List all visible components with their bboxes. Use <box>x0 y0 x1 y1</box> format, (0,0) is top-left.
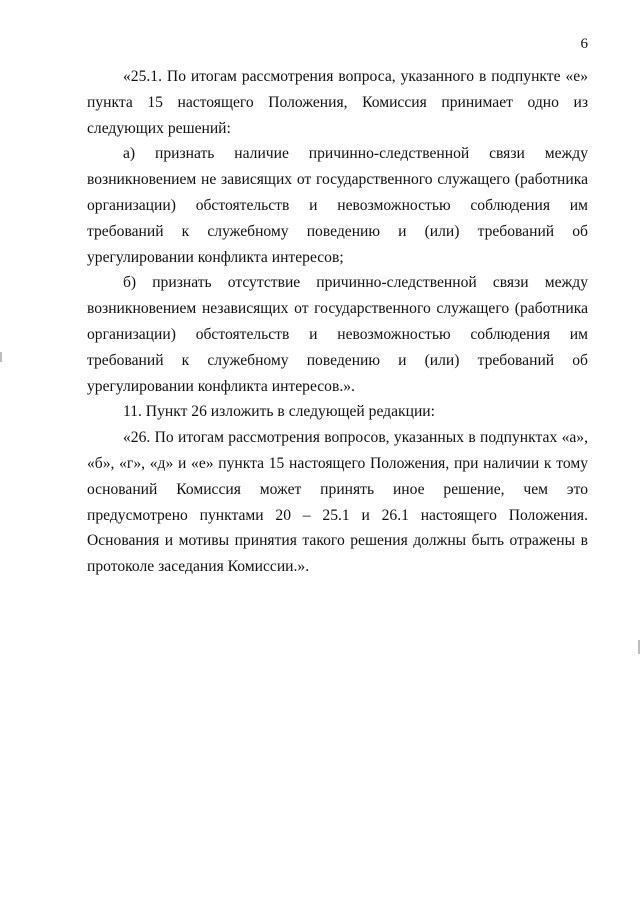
paragraph-26: «26. По итогам рассмотрения вопросов, указанных в подпунктах «а», «б», «г», «д» и «е» пункта 15 настоящего Положения, при наличии к тому оснований Комиссия может принять иное решение, чем это предусмотрено пунктами 20 – 25.1 и 26.1 настоящего Положения. Основания и мотивы принятия такого решения должны быть отражены в протоколе заседания Комиссии.». <box>87 429 588 576</box>
document-body <box>87 64 588 580</box>
page-number: 6 <box>580 36 588 52</box>
paragraph-option-a: а) признать наличие причинно-следственной связи между возникновением не зависящих от государственного служащего (работника организации) обстоятельств и невозможностью соблюдения им требований к служебному поведению и (или) требований об урегулировании конфликта интересов; <box>87 145 588 266</box>
paragraph-option-b: б) признать отсутствие причинно-следственной связи между возникновением независящих от государственного служащего (работника организации) обстоятельств и невозможностью соблюдения им требований к служебному поведению и (или) требований об урегулировании конфликта интересов.». <box>87 274 588 395</box>
paragraph-item-11: 11. Пункт 26 изложить в следующей редакции: <box>123 403 435 421</box>
paragraph-25-1: «25.1. По итогам рассмотрения вопроса, указанного в подпункте «е» пункта 15 настоящего Положения, Комиссия принимает одно из следующих решений: <box>87 68 588 137</box>
scan-edge-mark <box>0 352 2 362</box>
